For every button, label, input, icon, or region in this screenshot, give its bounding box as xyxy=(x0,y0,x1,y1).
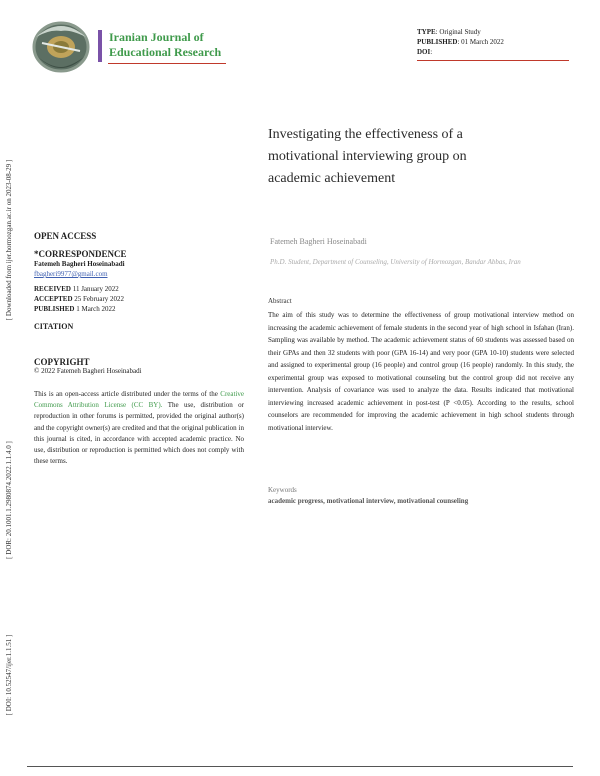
copyright-block xyxy=(34,357,244,375)
published-value: : 01 March 2022 xyxy=(457,38,504,46)
doi-label: DOI xyxy=(417,48,431,56)
correspondence-name: Fatemeh Bagheri Hoseinabadi xyxy=(34,260,125,268)
accepted-value: 25 February 2022 xyxy=(72,295,125,303)
abstract-text: The aim of this study was to determine the effectiveness of group motivational interview method on increasing the academic achievement of female students in the second year of high school in Isfahan (Iran). Sampling was available by method. The academic achievement status of 60 students was assessed based on their GPAs and then 32 students with poor (GPA 16-14) and very poor (GPA 10-10) students were selected and assigned to experimental group (16 people) and control group (16 people) randomly. In this study, the experimental group was exposed to motivational counseling but the control group did not receive any intervention. Analysis of covariance was used to analyze the data. Results indicated that motivational interviewing increased academic achievement in post-test (P <0.05). According to the results, school counselors are recommended for improving the academic achievement in high school students through motivational interview. xyxy=(268,311,574,432)
journal-name-line1: Iranian Journal of xyxy=(109,30,204,44)
oa-text-2: The use, distribution or reproduction in other forums is permitted, provided the original author(s) and the copyright owner(s) are credited and that the original publication in this journal is cited, in accordance with accepted academic practice. No use, distribution or reproduction is permitted which does not comply with these terms. xyxy=(34,401,245,466)
citation-heading: CITATION xyxy=(34,322,74,331)
journal-name-line2: Educational Research xyxy=(109,45,222,59)
dates-block xyxy=(34,284,244,314)
left-published-value: 1 March 2022 xyxy=(74,305,116,313)
side-dor-text: [ DOR: 20.1001.1.2980874.2022.1.1.4.0 ] xyxy=(5,441,13,559)
doi-value: : xyxy=(430,48,433,56)
side-downloaded xyxy=(2,160,16,320)
side-doi-text: [ DOI: 10.52547/ijer.1.1.51 ] xyxy=(5,634,13,716)
author-affiliation: Ph.D. Student, Department of Counseling, University of Hormozgan, Bandar Abbas, Iran xyxy=(270,258,521,266)
open-access-heading: OPEN ACCESS xyxy=(34,231,97,241)
logo-divider xyxy=(98,30,102,62)
copyright-line: © 2022 Fatemeh Bagheri Hoseinabadi xyxy=(34,367,142,375)
received-value: 11 January 2022 xyxy=(70,285,119,293)
left-published-label: PUBLISHED xyxy=(34,305,75,313)
correspondence-block xyxy=(34,249,244,279)
type-label: TYPE xyxy=(417,28,436,36)
journal-logo xyxy=(30,17,92,75)
meta-underline xyxy=(417,60,569,61)
journal-underline xyxy=(108,63,226,64)
open-access-statement xyxy=(34,389,244,467)
side-doi xyxy=(2,620,16,730)
journal-name xyxy=(109,30,221,60)
keywords-text: academic progress, motivational interview, motivational counseling xyxy=(268,497,469,505)
article-author: Fatemeh Bagheri Hoseinabadi xyxy=(270,237,367,246)
oa-text-1: This is an open-access article distributed under the terms of the xyxy=(34,390,221,398)
correspondence-email-link[interactable]: fbagheri9977@gmail.com xyxy=(34,270,108,278)
abstract-heading: Abstract xyxy=(268,297,292,305)
published-label: PUBLISHED xyxy=(417,38,458,46)
received-label: RECEIVED xyxy=(34,285,71,293)
side-dor xyxy=(2,420,16,580)
article-meta xyxy=(417,27,504,57)
copyright-heading: COPYRIGHT xyxy=(34,357,90,367)
type-value: : Original Study xyxy=(435,28,481,36)
keywords-heading: Keywords xyxy=(268,486,297,494)
article-title: Investigating the effectiveness of a motivational interviewing group on academic achievement xyxy=(268,127,467,186)
side-downloaded-text: [ Downloaded from ijer.hormozgan.ac.ir on 2023-08-29 ] xyxy=(5,159,13,321)
cc-license-link[interactable]: Creative Commons Attribution License (CC BY). xyxy=(34,390,244,410)
footer-rule xyxy=(27,766,573,767)
accepted-label: ACCEPTED xyxy=(34,295,73,303)
correspondence-heading: *CORRESPONDENCE xyxy=(34,249,127,259)
